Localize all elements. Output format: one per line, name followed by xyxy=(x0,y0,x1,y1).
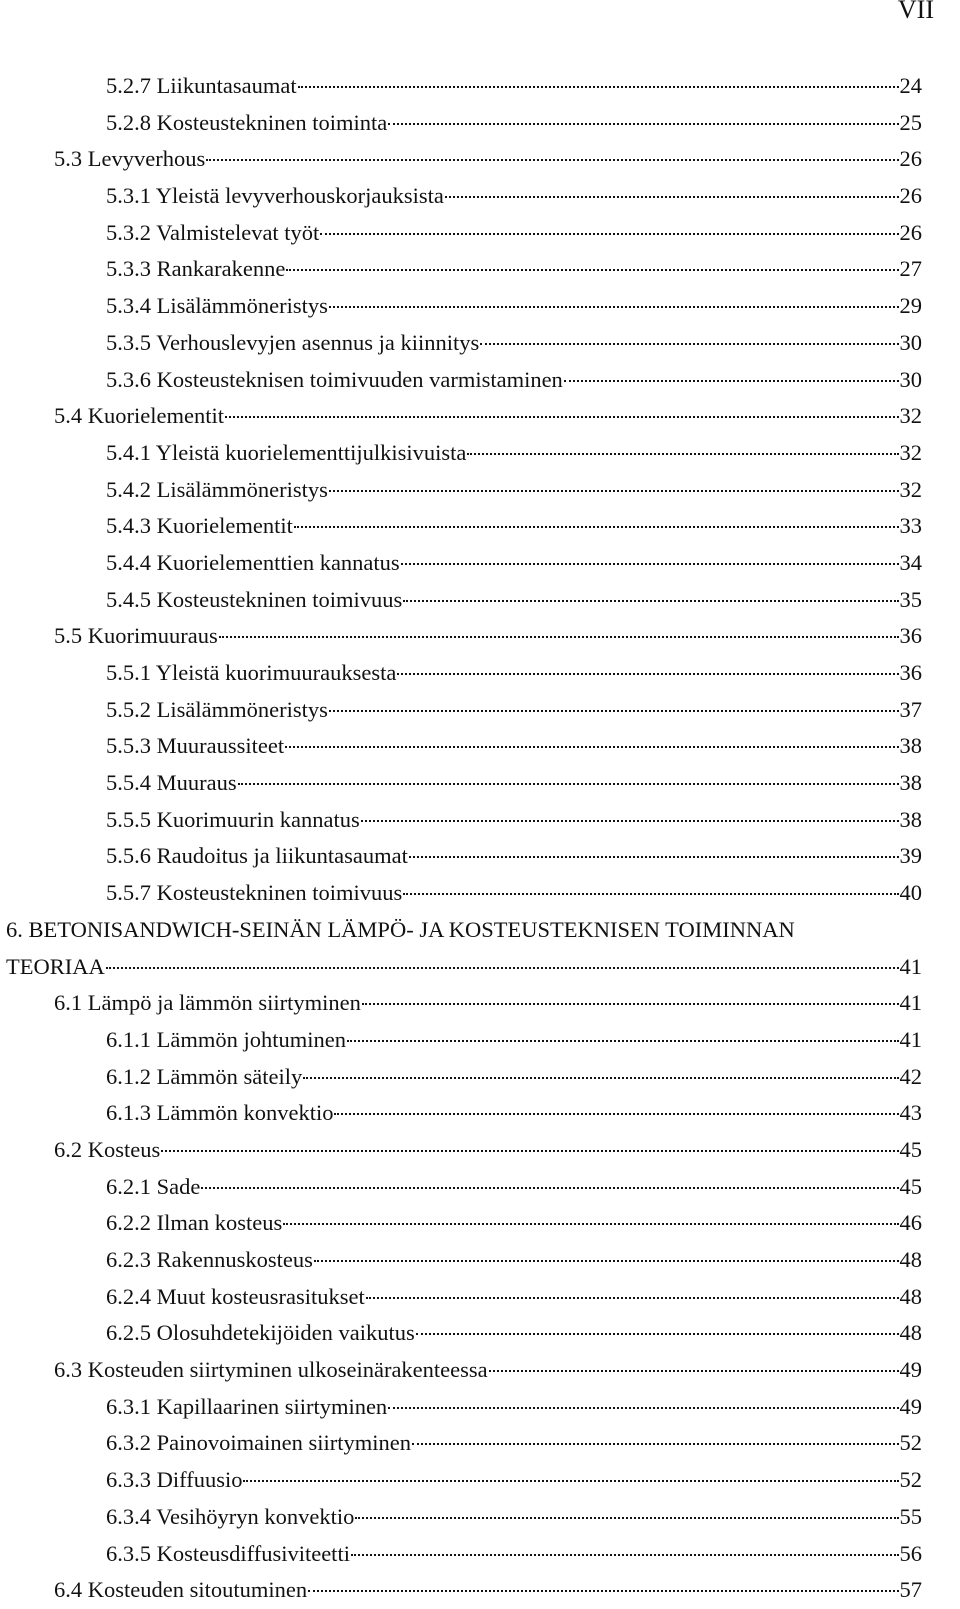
toc-entry-page: 48 xyxy=(899,1247,922,1272)
dot-leader xyxy=(294,526,899,528)
toc-entry-label: 5.3.2 Valmistelevat työt xyxy=(106,219,320,245)
dot-leader xyxy=(416,1333,899,1335)
toc-entry-label: 6.2.2 Ilman kosteus xyxy=(106,1210,283,1236)
dot-leader xyxy=(206,159,898,161)
toc-entry-label: 5.5.6 Raudoitus ja liikuntasaumat xyxy=(106,843,408,869)
table-of-contents xyxy=(0,68,922,1609)
toc-entry-label: 6.4 Kosteuden sitoutuminen xyxy=(54,1577,308,1603)
dot-leader xyxy=(329,306,899,308)
toc-entry[interactable] xyxy=(0,1279,922,1316)
toc-entry-page: 55 xyxy=(899,1503,922,1529)
toc-entry[interactable] xyxy=(0,325,922,362)
toc-entry-label: 5.2.7 Liikuntasaumat xyxy=(106,73,297,98)
toc-entry[interactable] xyxy=(0,728,922,765)
dot-leader xyxy=(303,1077,898,1079)
toc-entry[interactable] xyxy=(0,1205,922,1242)
toc-entry[interactable] xyxy=(0,1425,922,1462)
toc-entry-label: 6.1.1 Lämmön johtuminen xyxy=(106,1026,346,1052)
toc-entry-label: 5.3.6 Kosteusteknisen toimivuuden varmistaminen xyxy=(106,366,563,392)
toc-entry-page: 32 xyxy=(899,439,922,465)
toc-entry[interactable] xyxy=(0,655,922,692)
toc-entry-label: 6.3 Kosteuden siirtyminen ulkoseinärakenteessa xyxy=(54,1357,488,1383)
toc-entry-label: 5.4.1 Yleistä kuorielementtijulkisivuista xyxy=(106,439,467,465)
toc-chapter-heading: 6. BETONISANDWICH-SEINÄN LÄMPÖ- JA KOSTEUSTEKNISEN TOIMINNAN xyxy=(6,916,795,942)
toc-entry-page: 49 xyxy=(899,1357,922,1383)
toc-entry-label: 6.2 Kosteus xyxy=(54,1136,161,1162)
toc-entry[interactable] xyxy=(0,362,922,399)
toc-entry-label: 6.3.5 Kosteusdiffusiviteetti xyxy=(106,1540,350,1566)
toc-entry[interactable] xyxy=(0,141,922,178)
toc-entry[interactable] xyxy=(0,802,922,839)
toc-entry-page: 57 xyxy=(899,1577,922,1603)
dot-leader xyxy=(329,710,899,712)
page-number: VII xyxy=(897,0,934,24)
toc-entry-label: 6.1.2 Lämmön säteily xyxy=(106,1063,303,1089)
toc-entry[interactable] xyxy=(0,1132,922,1169)
dot-leader xyxy=(201,1187,898,1189)
toc-entry-label: 6.3.2 Painovoimainen siirtyminen xyxy=(106,1430,411,1456)
toc-entry[interactable] xyxy=(0,1572,922,1609)
dot-leader xyxy=(355,1517,898,1519)
toc-entry[interactable] xyxy=(0,1536,922,1573)
toc-entry-page: 41 xyxy=(899,1026,922,1052)
toc-entry-page: 40 xyxy=(899,880,922,906)
dot-leader xyxy=(320,233,898,235)
toc-entry[interactable] xyxy=(0,765,922,802)
toc-entry-label: 5.5.5 Kuorimuurin kannatus xyxy=(106,806,360,832)
dot-leader xyxy=(314,1260,899,1262)
toc-entry-page: 36 xyxy=(899,660,922,685)
toc-entry[interactable] xyxy=(0,582,922,619)
toc-entry-page: 46 xyxy=(899,1210,922,1236)
toc-entry-page: 34 xyxy=(899,549,922,575)
toc-entry-label: 5.2.8 Kosteustekninen toiminta xyxy=(106,109,388,135)
toc-entry-page: 41 xyxy=(899,990,922,1016)
toc-entry[interactable] xyxy=(0,1499,922,1536)
toc-entry[interactable] xyxy=(0,1462,922,1499)
dot-leader xyxy=(351,1554,899,1556)
dot-leader xyxy=(219,636,899,638)
toc-entry-page: 39 xyxy=(899,843,922,869)
toc-entry-page: 35 xyxy=(899,586,922,612)
dot-leader xyxy=(564,380,899,382)
dot-leader xyxy=(298,86,899,88)
toc-entry-page: 48 xyxy=(899,1320,922,1346)
toc-entry[interactable] xyxy=(0,1169,922,1206)
dot-leader xyxy=(238,783,899,785)
toc-entry[interactable] xyxy=(0,1389,922,1426)
toc-entry-page: 27 xyxy=(899,256,922,282)
toc-entry[interactable] xyxy=(0,1022,922,1059)
toc-entry[interactable] xyxy=(0,985,922,1022)
toc-entry-label: 6.2.1 Sade xyxy=(106,1173,201,1199)
dot-leader xyxy=(334,1113,898,1115)
dot-leader xyxy=(412,1443,899,1445)
dot-leader xyxy=(445,196,899,198)
toc-entry-page: 36 xyxy=(899,623,922,649)
dot-leader xyxy=(366,1297,899,1299)
toc-entry-label: 5.3.4 Lisälämmöneristys xyxy=(106,293,328,319)
toc-entry-page: 30 xyxy=(899,366,922,392)
toc-entry-page: 43 xyxy=(899,1100,922,1126)
toc-entry-label: 5.4.4 Kuorielementtien kannatus xyxy=(106,549,400,575)
toc-entry-label: 5.4 Kuorielementit xyxy=(54,403,224,429)
dot-leader xyxy=(283,1223,898,1225)
toc-entry-label: 5.5.7 Kosteustekninen toimivuus xyxy=(106,880,403,906)
toc-entry-page: 32 xyxy=(899,403,922,429)
toc-entry[interactable] xyxy=(0,618,922,655)
toc-entry-page: 38 xyxy=(899,806,922,832)
toc-entry[interactable] xyxy=(0,398,922,435)
dot-leader xyxy=(388,123,898,125)
toc-entry-page: 42 xyxy=(899,1063,922,1089)
toc-entry-page: 48 xyxy=(899,1283,922,1309)
toc-entry[interactable] xyxy=(0,1095,922,1132)
toc-entry-label: 5.5.2 Lisälämmöneristys xyxy=(106,696,328,722)
dot-leader xyxy=(161,1150,898,1152)
toc-entry[interactable] xyxy=(0,875,922,912)
dot-leader xyxy=(467,453,898,455)
toc-entry[interactable] xyxy=(0,545,922,582)
toc-entry-label: 6.3.4 Vesihöyryn konvektio xyxy=(106,1503,355,1529)
toc-entry-label: 5.4.2 Lisälämmöneristys xyxy=(106,476,328,502)
dot-leader xyxy=(489,1370,899,1372)
toc-entry[interactable] xyxy=(0,1315,922,1352)
toc-entry-page: 26 xyxy=(899,146,922,172)
toc-entry-page: 24 xyxy=(899,73,922,98)
toc-entry-page: 45 xyxy=(899,1173,922,1199)
toc-entry[interactable] xyxy=(0,105,922,142)
dot-leader xyxy=(106,967,899,969)
dot-leader xyxy=(401,563,899,565)
dot-leader xyxy=(286,269,898,271)
dot-leader xyxy=(285,746,898,748)
toc-entry-label: 5.4.3 Kuorielementit xyxy=(106,513,293,539)
toc-entry-label: 5.3.3 Rankarakenne xyxy=(106,256,286,282)
toc-entry-label: 5.4.5 Kosteustekninen toimivuus xyxy=(106,586,403,612)
toc-entry-page: 45 xyxy=(899,1136,922,1162)
toc-entry[interactable] xyxy=(0,288,922,325)
toc-entry-page: 33 xyxy=(899,513,922,539)
toc-entry[interactable] xyxy=(0,1352,922,1389)
toc-entry-page: 32 xyxy=(899,476,922,502)
toc-entry[interactable] xyxy=(0,435,922,472)
toc-entry-page: 38 xyxy=(899,770,922,796)
toc-entry-label: TEORIAA xyxy=(6,953,105,979)
toc-entry[interactable] xyxy=(0,1059,922,1096)
toc-entry-page: 41 xyxy=(899,953,922,979)
toc-entry[interactable] xyxy=(0,692,922,729)
toc-entry-page: 29 xyxy=(899,293,922,319)
toc-entry[interactable] xyxy=(0,178,922,215)
toc-entry[interactable] xyxy=(0,472,922,509)
toc-entry[interactable] xyxy=(0,1242,922,1279)
toc-entry[interactable] xyxy=(0,215,922,252)
toc-entry-label: 5.3.1 Yleistä levyverhouskorjauksista xyxy=(106,183,444,209)
toc-entry-label: 5.5.1 Yleistä kuorimuurauksesta xyxy=(106,660,397,685)
dot-leader xyxy=(361,820,899,822)
toc-entry-page: 26 xyxy=(899,219,922,245)
toc-entry-label: 5.3 Levyverhous xyxy=(54,146,206,172)
dot-leader xyxy=(403,893,898,895)
toc-entry[interactable] xyxy=(0,949,922,986)
toc-entry-page: 25 xyxy=(899,109,922,135)
toc-entry-page: 26 xyxy=(899,183,922,209)
toc-entry-page: 56 xyxy=(899,1540,922,1566)
toc-entry-page: 30 xyxy=(899,329,922,355)
toc-entry[interactable] xyxy=(0,838,922,875)
toc-entry[interactable] xyxy=(0,251,922,288)
toc-section-6 xyxy=(0,985,922,1609)
dot-leader xyxy=(347,1040,899,1042)
toc-entry-label: 6.2.3 Rakennuskosteus xyxy=(106,1247,313,1272)
toc-entry-label: 6.1 Lämpö ja lämmön siirtyminen xyxy=(54,990,361,1016)
toc-entry-page: 52 xyxy=(899,1467,922,1493)
toc-entry-label: 6.3.3 Diffuusio xyxy=(106,1467,243,1493)
toc-section-5 xyxy=(0,68,922,912)
dot-leader xyxy=(397,673,898,675)
toc-entry-label: 6.2.4 Muut kosteusrasitukset xyxy=(106,1283,365,1309)
dot-leader xyxy=(403,600,898,602)
toc-entry-label: 6.2.5 Olosuhdetekijöiden vaikutus xyxy=(106,1320,415,1346)
toc-entry-page: 52 xyxy=(899,1430,922,1456)
toc-entry-page: 38 xyxy=(899,733,922,759)
dot-leader xyxy=(243,1480,898,1482)
toc-entry-page: 49 xyxy=(899,1393,922,1419)
dot-leader xyxy=(308,1590,898,1592)
toc-entry-label: 5.3.5 Verhouslevyjen asennus ja kiinnitys xyxy=(106,329,480,355)
dot-leader xyxy=(329,490,899,492)
dot-leader xyxy=(388,1407,898,1409)
toc-entry-label: 5.5 Kuorimuuraus xyxy=(54,623,218,649)
toc-entry-page: 37 xyxy=(899,696,922,722)
dot-leader xyxy=(480,343,898,345)
toc-entry-label: 5.5.4 Muuraus xyxy=(106,770,237,796)
toc-entry[interactable] xyxy=(0,68,922,105)
toc-entry[interactable] xyxy=(0,508,922,545)
dot-leader xyxy=(409,856,899,858)
toc-entry-label: 6.3.1 Kapillaarinen siirtyminen xyxy=(106,1393,388,1419)
dot-leader xyxy=(362,1003,899,1005)
toc-entry-label: 5.5.3 Muuraussiteet xyxy=(106,733,285,759)
toc-entry-label: 6.1.3 Lämmön konvektio xyxy=(106,1100,334,1126)
dot-leader xyxy=(225,416,899,418)
